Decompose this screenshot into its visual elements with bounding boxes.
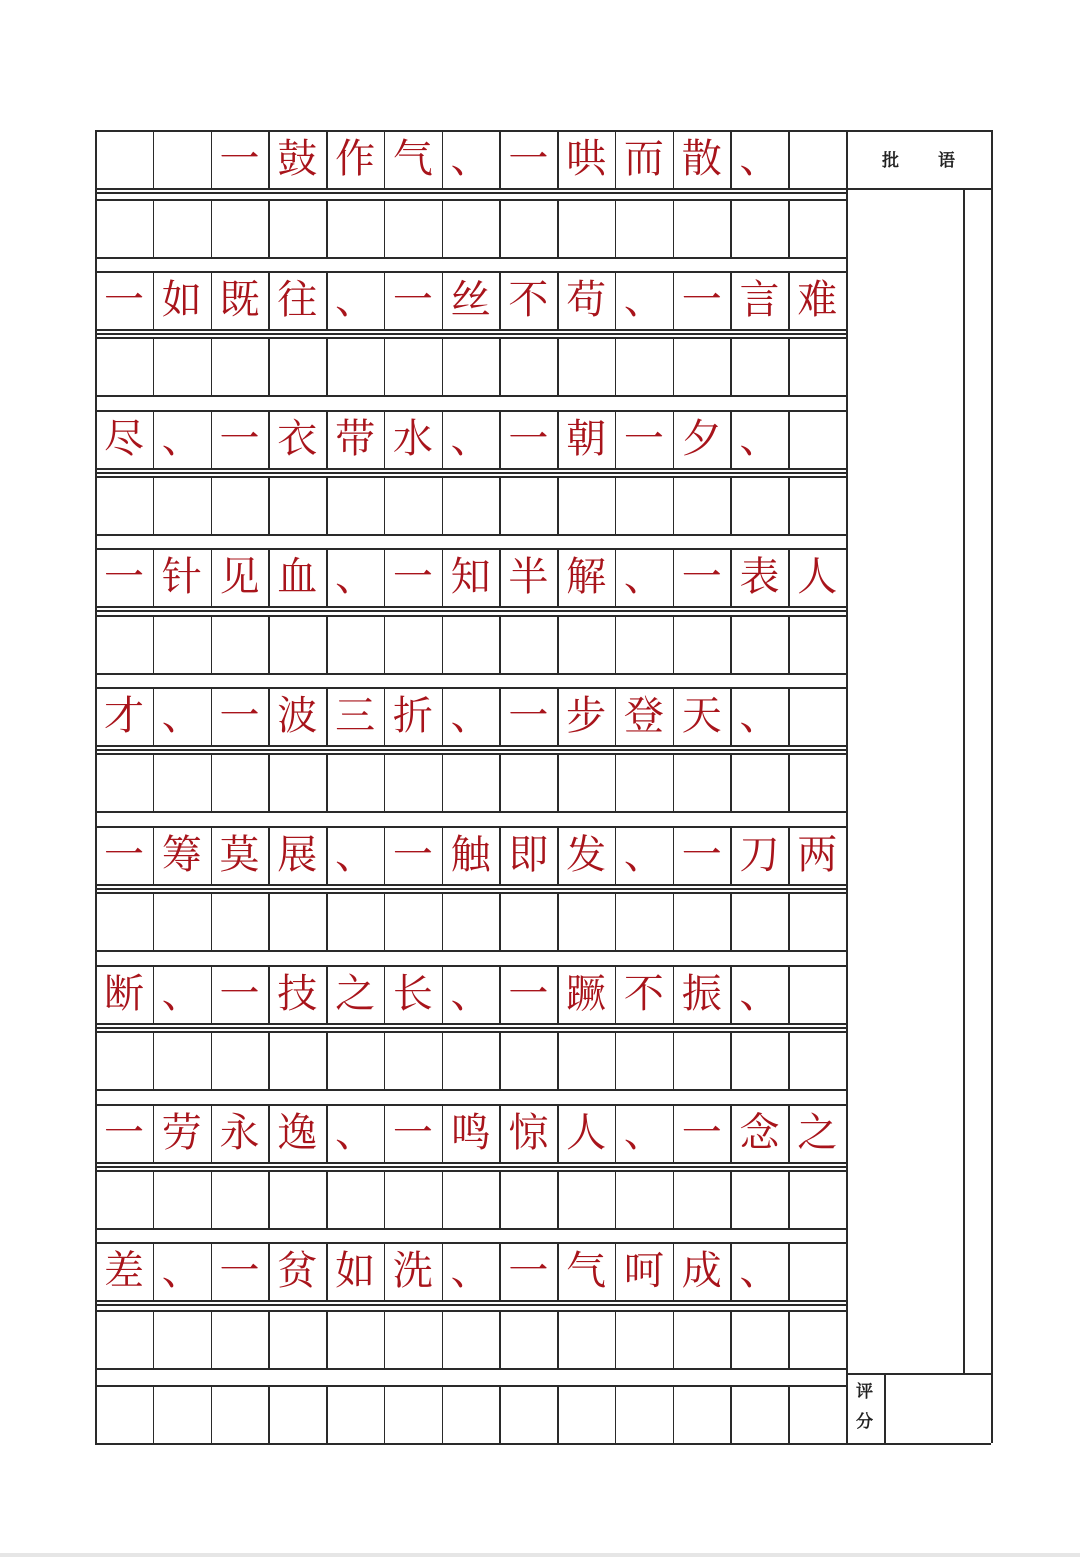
handwritten-char: [788, 130, 846, 188]
handwritten-char: 、: [739, 971, 780, 1017]
handwritten-char: 之: [335, 971, 376, 1017]
cell-divider: [211, 1385, 213, 1443]
handwritten-char: 衣: [277, 416, 318, 462]
handwritten-char: [788, 1242, 846, 1300]
cell-divider: [499, 1170, 501, 1228]
handwritten-char: 苟: [566, 277, 607, 323]
cell-divider: [788, 1170, 790, 1228]
cell-divider: [557, 337, 559, 395]
handwritten-char: 人: [797, 554, 838, 600]
cell-divider: [326, 615, 328, 673]
cell-divider: [557, 476, 559, 534]
cell-divider: [788, 337, 790, 395]
band-bottom-line: [95, 673, 846, 675]
handwritten-char: 、: [739, 1248, 780, 1294]
handwritten-char: 一: [104, 554, 144, 600]
handwritten-char: 两: [797, 832, 838, 878]
handwritten-char: 见: [219, 554, 260, 600]
handwritten-char: 洗: [392, 1248, 433, 1294]
cell-divider: [557, 753, 559, 811]
handwritten-char: [788, 965, 846, 1023]
handwritten-char: 、: [623, 1110, 664, 1156]
cell-divider: [442, 1310, 444, 1368]
cell-divider: [615, 1310, 617, 1368]
cell-divider: [153, 753, 155, 811]
handwritten-char: [95, 130, 153, 188]
band-spacer-line: [95, 749, 846, 751]
cell-divider: [268, 199, 270, 257]
handwritten-char: 之: [797, 1110, 838, 1156]
cell-divider: [730, 615, 732, 673]
cell-divider: [211, 892, 213, 950]
handwritten-char: 一: [219, 693, 260, 739]
handwritten-char: 一: [392, 277, 433, 323]
cell-divider: [268, 1385, 270, 1443]
cell-divider: [615, 1170, 617, 1228]
cell-divider: [730, 753, 732, 811]
cell-divider: [788, 753, 790, 811]
handwritten-char: [153, 130, 211, 188]
handwritten-char: 如: [335, 1248, 376, 1294]
band-spacer-line: [95, 1304, 846, 1306]
band-spacer-line: [95, 1027, 846, 1029]
cell-divider: [557, 1170, 559, 1228]
cell-divider: [673, 476, 675, 534]
cell-divider: [615, 476, 617, 534]
handwritten-char: 一: [508, 693, 549, 739]
handwritten-char: 一: [219, 971, 260, 1017]
band-bottom-line: [95, 395, 846, 397]
cell-divider: [499, 615, 501, 673]
band-bottom-line: [95, 950, 846, 952]
handwritten-char: 振: [681, 971, 722, 1017]
cell-divider: [499, 337, 501, 395]
band-spacer-line: [95, 1166, 846, 1168]
page-bottom-edge: [0, 1553, 1080, 1557]
cell-divider: [673, 1170, 675, 1228]
cell-divider: [211, 1310, 213, 1368]
band-bottom-line: [95, 188, 846, 190]
handwritten-char: 一: [623, 416, 664, 462]
cell-divider: [326, 892, 328, 950]
cell-divider: [615, 1031, 617, 1089]
band-spacer-line: [95, 888, 846, 890]
cell-divider: [730, 1031, 732, 1089]
band-bottom-line: [95, 329, 846, 331]
handwritten-char: 、: [739, 136, 780, 182]
cell-divider: [442, 476, 444, 534]
handwritten-char: 劳: [161, 1110, 202, 1156]
cell-divider: [442, 199, 444, 257]
band-spacer-line: [95, 610, 846, 612]
handwritten-char: 才: [104, 693, 144, 739]
handwritten-char: 带: [335, 416, 376, 462]
cell-divider: [499, 1310, 501, 1368]
handwritten-char: 登: [623, 693, 664, 739]
cell-divider: [326, 1170, 328, 1228]
band-bottom-line: [95, 745, 846, 747]
handwritten-char: 、: [161, 416, 202, 462]
handwritten-char: 鼓: [277, 136, 318, 182]
cell-divider: [153, 1031, 155, 1089]
handwritten-char: 不: [623, 971, 664, 1017]
cell-divider: [788, 476, 790, 534]
handwritten-char: 逸: [277, 1110, 318, 1156]
handwritten-char: 、: [450, 971, 491, 1017]
cell-divider: [326, 753, 328, 811]
handwritten-char: 技: [277, 971, 318, 1017]
handwritten-char: 一: [508, 416, 549, 462]
handwritten-char: 永: [219, 1110, 260, 1156]
handwritten-char: 蹶: [566, 971, 607, 1017]
comment-inner-line: [963, 188, 965, 1373]
band-top-line: [95, 892, 846, 894]
band-bottom-line: [95, 468, 846, 470]
handwritten-char: 针: [161, 554, 202, 600]
band-top-line: [95, 615, 846, 617]
band-top-line: [95, 337, 846, 339]
divider-right: [846, 130, 848, 1443]
handwritten-char: 夕: [681, 416, 722, 462]
cell-divider: [153, 199, 155, 257]
cell-divider: [673, 753, 675, 811]
band-bottom-line: [95, 811, 846, 813]
cell-divider: [673, 1385, 675, 1443]
cell-divider: [673, 1031, 675, 1089]
handwritten-char: 如: [161, 277, 202, 323]
handwritten-char: 贫: [277, 1248, 318, 1294]
handwritten-char: 朝: [566, 416, 607, 462]
handwritten-char: 散: [681, 136, 722, 182]
handwritten-char: 刀: [739, 832, 780, 878]
handwritten-char: 、: [161, 971, 202, 1017]
cell-divider: [384, 615, 386, 673]
cell-divider: [788, 615, 790, 673]
cell-divider: [268, 615, 270, 673]
handwritten-char: 一: [392, 554, 433, 600]
handwritten-char: 、: [335, 277, 376, 323]
band-bottom-line: [95, 1023, 846, 1025]
handwritten-char: 往: [277, 277, 318, 323]
cell-divider: [615, 892, 617, 950]
cell-divider: [326, 1385, 328, 1443]
cell-divider: [615, 615, 617, 673]
handwritten-char: 、: [450, 416, 491, 462]
band-spacer-line: [95, 472, 846, 474]
handwritten-char: 一: [681, 554, 722, 600]
cell-divider: [384, 476, 386, 534]
handwritten-char: 一: [392, 1110, 433, 1156]
cell-divider: [384, 199, 386, 257]
cell-divider: [268, 1310, 270, 1368]
cell-divider: [499, 753, 501, 811]
frame-right: [991, 130, 993, 1443]
handwritten-char: 一: [508, 136, 549, 182]
cell-divider: [442, 615, 444, 673]
cell-divider: [442, 1385, 444, 1443]
band-top-line: [95, 476, 846, 478]
cell-divider: [384, 892, 386, 950]
handwritten-char: 波: [277, 693, 318, 739]
cell-divider: [384, 753, 386, 811]
band-bottom-line: [95, 1443, 846, 1445]
cell-divider: [615, 337, 617, 395]
handwritten-char: 天: [681, 693, 722, 739]
band-bottom-line: [95, 257, 846, 259]
handwritten-char: 惊: [508, 1110, 549, 1156]
cell-divider: [326, 1310, 328, 1368]
cell-divider: [442, 337, 444, 395]
band-top-line: [95, 1310, 846, 1312]
cell-divider: [673, 615, 675, 673]
cell-divider: [211, 476, 213, 534]
cell-divider: [268, 753, 270, 811]
handwritten-char: 触: [450, 832, 491, 878]
cell-divider: [557, 615, 559, 673]
band-top-line: [95, 199, 846, 201]
cell-divider: [384, 1310, 386, 1368]
band-spacer-line: [95, 333, 846, 335]
handwritten-char: 人: [566, 1110, 607, 1156]
cell-divider: [730, 1385, 732, 1443]
handwritten-char: 、: [623, 832, 664, 878]
handwritten-char: 难: [797, 277, 838, 323]
cell-divider: [499, 476, 501, 534]
band-spacer-line: [95, 192, 846, 194]
band-bottom-line: [95, 1162, 846, 1164]
handwritten-char: 而: [623, 136, 664, 182]
band-bottom-line: [95, 1228, 846, 1230]
cell-divider: [557, 892, 559, 950]
cell-divider: [384, 1170, 386, 1228]
handwritten-char: 丝: [450, 277, 491, 323]
handwritten-char: 、: [739, 693, 780, 739]
handwritten-char: 一: [681, 1110, 722, 1156]
handwritten-char: 念: [739, 1110, 780, 1156]
handwritten-char: 断: [104, 971, 144, 1017]
cell-divider: [268, 337, 270, 395]
handwritten-char: 展: [277, 832, 318, 878]
score-label-ping: 评: [856, 1382, 873, 1402]
cell-divider: [499, 892, 501, 950]
cell-divider: [673, 892, 675, 950]
band-top-line: [95, 1385, 846, 1387]
cell-divider: [211, 1170, 213, 1228]
cell-divider: [442, 892, 444, 950]
cell-divider: [153, 476, 155, 534]
cell-divider: [153, 337, 155, 395]
cell-divider: [730, 1310, 732, 1368]
handwritten-char: 血: [277, 554, 318, 600]
band-bottom-line: [95, 534, 846, 536]
handwritten-char: 一: [104, 832, 144, 878]
cell-divider: [384, 337, 386, 395]
cell-divider: [788, 1310, 790, 1368]
comment-header-line: [846, 188, 991, 190]
cell-divider: [557, 199, 559, 257]
cell-divider: [788, 892, 790, 950]
cell-divider: [326, 1031, 328, 1089]
handwritten-char: 、: [335, 1110, 376, 1156]
cell-divider: [730, 199, 732, 257]
handwritten-char: 三: [335, 693, 376, 739]
cell-divider: [153, 1310, 155, 1368]
handwritten-char: 即: [508, 832, 549, 878]
cell-divider: [326, 337, 328, 395]
handwritten-char: 、: [623, 554, 664, 600]
handwritten-char: [788, 687, 846, 745]
handwritten-char: 一: [681, 832, 722, 878]
handwritten-char: 、: [335, 554, 376, 600]
cell-divider: [268, 892, 270, 950]
handwritten-char: 言: [739, 277, 780, 323]
cell-divider: [673, 199, 675, 257]
cell-divider: [211, 1031, 213, 1089]
cell-divider: [615, 753, 617, 811]
handwritten-char: 半: [508, 554, 549, 600]
handwritten-char: 一: [681, 277, 722, 323]
handwritten-char: 不: [508, 277, 549, 323]
handwritten-char: 、: [739, 416, 780, 462]
cell-divider: [211, 199, 213, 257]
band-bottom-line: [95, 606, 846, 608]
handwritten-char: 一: [104, 1110, 144, 1156]
handwritten-char: 呵: [623, 1248, 664, 1294]
cell-divider: [615, 199, 617, 257]
cell-divider: [499, 199, 501, 257]
handwritten-char: 气: [392, 136, 433, 182]
handwritten-char: 一: [392, 832, 433, 878]
handwritten-char: 解: [566, 554, 607, 600]
cell-divider: [442, 1031, 444, 1089]
handwritten-char: 哄: [566, 136, 607, 182]
handwritten-char: 一: [508, 971, 549, 1017]
cell-divider: [153, 615, 155, 673]
score-box: [884, 1373, 991, 1443]
band-bottom-line: [95, 884, 846, 886]
band-bottom-line: [95, 1368, 846, 1370]
handwritten-char: 既: [219, 277, 260, 323]
cell-divider: [442, 753, 444, 811]
comment-label-yu: 语: [938, 151, 955, 171]
cell-divider: [153, 1170, 155, 1228]
cell-divider: [788, 1385, 790, 1443]
handwritten-char: 成: [681, 1248, 722, 1294]
handwritten-char: 筹: [161, 832, 202, 878]
comment-label-pi: 批: [882, 151, 899, 171]
handwritten-char: 、: [623, 277, 664, 323]
cell-divider: [211, 337, 213, 395]
band-bottom-line: [95, 1089, 846, 1091]
cell-divider: [557, 1385, 559, 1443]
handwritten-char: 长: [392, 971, 433, 1017]
handwritten-char: 知: [450, 554, 491, 600]
cell-divider: [730, 1170, 732, 1228]
handwritten-char: 气: [566, 1248, 607, 1294]
cell-divider: [557, 1031, 559, 1089]
handwritten-char: 步: [566, 693, 607, 739]
handwritten-char: 折: [392, 693, 433, 739]
handwritten-char: 、: [161, 1248, 202, 1294]
cell-divider: [153, 1385, 155, 1443]
handwritten-char: 一: [104, 277, 144, 323]
handwritten-char: 一: [219, 136, 260, 182]
handwritten-char: 一: [219, 1248, 260, 1294]
cell-divider: [211, 615, 213, 673]
cell-divider: [557, 1310, 559, 1368]
handwritten-char: 作: [335, 136, 376, 182]
cell-divider: [153, 892, 155, 950]
cell-divider: [673, 1310, 675, 1368]
handwritten-char: 、: [161, 693, 202, 739]
cell-divider: [384, 1031, 386, 1089]
handwritten-char: 一: [508, 1248, 549, 1294]
handwritten-char: 水: [392, 416, 433, 462]
cell-divider: [730, 476, 732, 534]
cell-divider: [326, 476, 328, 534]
cell-divider: [788, 199, 790, 257]
handwritten-char: 、: [450, 136, 491, 182]
cell-divider: [211, 753, 213, 811]
cell-divider: [730, 892, 732, 950]
cell-divider: [499, 1385, 501, 1443]
band-top-line: [95, 753, 846, 755]
band-bottom-line: [95, 1300, 846, 1302]
score-label-fen: 分: [856, 1412, 873, 1432]
cell-divider: [268, 1031, 270, 1089]
cell-divider: [384, 1385, 386, 1443]
cell-divider: [268, 476, 270, 534]
handwritten-char: 尽: [104, 416, 144, 462]
handwritten-char: [788, 410, 846, 468]
handwritten-char: 表: [739, 554, 780, 600]
cell-divider: [326, 199, 328, 257]
band-top-line: [95, 1031, 846, 1033]
handwritten-char: 、: [450, 1248, 491, 1294]
handwritten-char: 一: [219, 416, 260, 462]
cell-divider: [499, 1031, 501, 1089]
cell-divider: [673, 337, 675, 395]
band-top-line: [95, 1170, 846, 1172]
cell-divider: [730, 337, 732, 395]
cell-divider: [788, 1031, 790, 1089]
handwritten-char: 差: [104, 1248, 144, 1294]
cell-divider: [268, 1170, 270, 1228]
handwritten-char: 、: [450, 693, 491, 739]
cell-divider: [442, 1170, 444, 1228]
handwritten-char: 、: [335, 832, 376, 878]
handwritten-char: 发: [566, 832, 607, 878]
handwritten-char: 鸣: [450, 1110, 491, 1156]
handwritten-char: 莫: [219, 832, 260, 878]
cell-divider: [615, 1385, 617, 1443]
